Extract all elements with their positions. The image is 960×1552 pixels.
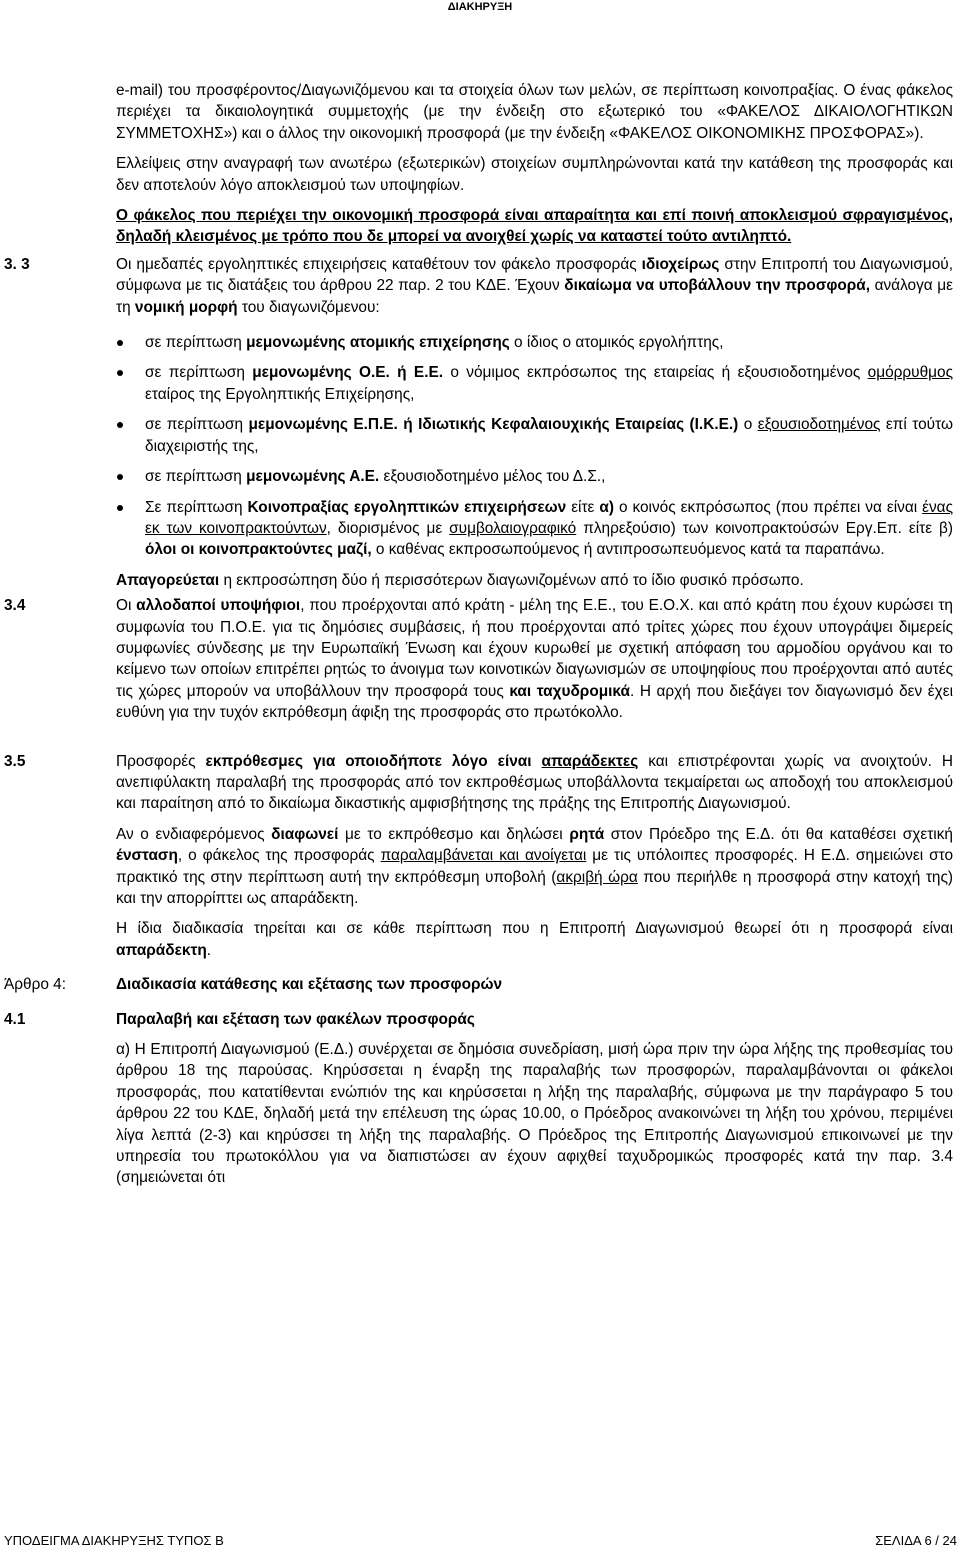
footer-document-title: ΥΠΟΔΕΙΓΜΑ ΔΙΑΚΗΡΥΞΗΣ ΤΥΠΟΣ Β: [4, 1533, 224, 1548]
section-3-2-continued: [0, 80, 953, 248]
section-number: 4.1: [4, 1010, 26, 1028]
page-footer: [4, 1533, 957, 1549]
section-number: 3.5: [4, 752, 26, 770]
article-title: Διαδικασία κατάθεσης και εξέτασης των προσφορών: [116, 976, 503, 994]
section-3-4: [0, 595, 953, 723]
paragraph: α) Η Επιτροπή Διαγωνισμού (Ε.Δ.) συνέρχεται σε δημόσια συνεδρίαση, μισή ώρα πριν την ώρα λήξης της προθεσμίας του άρθρου 18 της παρούσας. Κηρύσσεται η έναρξη της παραλαβής των προσφορών, παραλαμβάνονται οι φάκελοι προσφοράς, που κατατίθενται ενώπιόν της και κηρύσσεται η λήξη της παραλαβής, σύμφωνα με την παράγραφο 5 του άρθρου 22 του ΚΔΕ, δηλαδή μετά την επέλευση της ώρας 10.00, ο Πρόεδρος ανακοινώνει τη λήξη του χρόνου, περιμένει λίγα λεπτά (2-3) και κηρύσσει τη λήξη της παραλαβής. Ο Πρόεδρος της Επιτροπής Διαγωνισμού επικοινωνεί με την υπηρεσία του πρωτοκόλλου για να διαπιστώσει αν έχουν αφιχθεί ταχυδρομικώς προσφορές κατά την παρ. 3.4 (σημειώνεται ότι: [116, 1041, 953, 1187]
section-3-5: [0, 751, 953, 962]
section-title: Παραλαβή και εξέταση των φακέλων προσφοράς: [116, 1010, 475, 1028]
page-header: ΔΙΑΚΗΡΥΞΗ: [447, 1, 513, 13]
article-4-heading: [0, 974, 953, 995]
paragraph: Αν ο ενδιαφερόμενος διαφωνεί με το εκπρόθεσμο και δηλώσει ρητά στον Πρόεδρο της Ε.Δ. ότι θα καταθέσει σχετική ένσταση, ο φάκελος της προσφοράς παραλαμβάνεται και ανοίγεται με τις υπόλοιπες προσφορές. Η Ε.Δ. σημειώνει στο πρακτικό της στην περίπτωση αυτή την εκπρόθεσμη υποβολή (ακριβή ώρα που περιήλθε η προσφορά στην κατοχή της) και την απορρίπτει ως απαράδεκτη.: [116, 825, 954, 907]
section-4-1: [0, 1009, 953, 1189]
list-item: σε περίπτωση μεμονωμένης Ε.Π.Ε. ή Ιδιωτικής Κεφαλαιουχικής Εταιρείας (Ι.Κ.Ε.) ο εξουσιοδοτημένος επί τούτω διαχειριστής της,: [116, 414, 953, 457]
paragraph: Η ίδια διαδικασία τηρείται και σε κάθε περίπτωση που η Επιτροπή Διαγωνισμού θεωρεί ότι η προσφορά είναι απαράδεκτη.: [116, 920, 953, 959]
paragraph: Οι αλλοδαποί υποψήφιοι, που προέρχονται από κράτη - μέλη της Ε.Ε., του Ε.Ο.Χ. και από κράτη που έχουν κυρώσει τη συμφωνία του Π.Ο.Ε. για τις δημόσιες συμβάσεις, ή που προέρχονται από τρίτες χώρες που έχουν υπογράψει διμερείς συμφωνίες σύνδεσης με την Ευρωπαϊκή Ένωση και έχουν κυρωθεί με σχετική απόφαση του αρμοδίου οργάνου και το κείμενο των οποίων επιτρέπει ρητώς το άνοιγμα των κοινοτικών διαγωνισμών σε υποψηφίους που προέρχονται από αυτές τις χώρες μπορούν να υποβάλλουν την προσφορά τους και ταχυδρομικά. Η αρχή που διεξάγει τον διαγωνισμό δεν έχει ευθύνη για την τυχόν εκπρόθεσμη άφιξη της προσφοράς στο πρωτόκολλο.: [116, 597, 954, 722]
list-item: σε περίπτωση μεμονωμένης Ο.Ε. ή Ε.Ε. ο νόμιμος εκπρόσωπος της εταιρείας ή εξουσιοδοτημένος ομόρρυθμος εταίρος της Εργοληπτικής Επιχείρησης,: [116, 362, 953, 405]
list-item: σε περίπτωση μεμονωμένης ατομικής επιχείρησης ο ίδιος ο ατομικός εργολήπτης,: [116, 332, 953, 353]
document-body: [0, 80, 960, 1189]
paragraph: Προσφορές εκπρόθεσμες για οποιοδήποτε λόγο είναι απαράδεκτες και επιστρέφονται χωρίς να ανοιχτούν. Η ανεπιφύλακτη παραλαβή της προσφοράς από τον εκπροθέσμως υποβάλλοντα τεκμαίρεται ως αποδοχή του αποκλεισμού και παραίτηση από το δικαίωμα δικαστικής αμφισβήτησης της πράξης της Επιτροπής Διαγωνισμού.: [116, 752, 953, 813]
paragraph: e-mail) του προσφέροντος/Διαγωνιζόμενου και τα στοιχεία όλων των μελών, σε περίπτωση κοινοπραξίας. Ο ένας φάκελος περιέχει τα δικαιολογητικά συμμετοχής (με την ένδειξη στο εξωτερικό του «ΦΑΚΕΛΟΣ ΔΙΚΑΙΟΛΟΓΗΤΙΚΩΝ ΣΥΜΜΕΤΟΧΗΣ») και ο άλλος την οικονομική προσφορά (με την ένδειξη «ΦΑΚΕΛΟΣ ΟΙΚΟΝΟΜΙΚΗΣ ΠΡΟΣΦΟΡΑΣ»).: [116, 82, 953, 142]
section-3-3: [0, 254, 953, 591]
list-item: σε περίπτωση μεμονωμένης Α.Ε. εξουσιοδοτημένο μέλος του Δ.Σ.,: [116, 466, 953, 487]
section-number: 3.4: [4, 597, 26, 615]
paragraph: Απαγορεύεται η εκπροσώπηση δύο ή περισσότερων διαγωνιζομένων από το ίδιο φυσικό πρόσωπο.: [116, 571, 804, 589]
paragraph: Οι ημεδαπές εργοληπτικές επιχειρήσεις καταθέτουν τον φάκελο προσφοράς ιδιοχείρως στην Επιτροπή του Διαγωνισμού, σύμφωνα με τις διατάξεις του άρθρου 22 παρ. 2 του ΚΔΕ. Έχουν δικαίωμα να υποβάλλουν την προσφορά, ανάλογα με τη νομική μορφή του διαγωνιζόμενου:: [116, 255, 953, 316]
paragraph: Ελλείψεις στην αναγραφή των ανωτέρω (εξωτερικών) στοιχείων συμπληρώνονται κατά την κατάθεση της προσφοράς και δεν αποτελούν λόγο αποκλεισμού των υποψηφίων.: [116, 155, 953, 194]
section-number: 3. 3: [4, 255, 30, 273]
paragraph-bold-underlined: Ο φάκελος που περιέχει την οικονομική προσφορά είναι απαραίτητα και επί ποινή αποκλεισμού σφραγισμένος, δηλαδή κλεισμένος με τρόπο που δε μπορεί να ανοιχθεί χωρίς να καταστεί τούτο αντιληπτό.: [116, 207, 953, 246]
list-item: Σε περίπτωση Κοινοπραξίας εργοληπτικών επιχειρήσεων είτε α) ο κοινός εκπρόσωπος (που πρέπει να είναι ένας εκ των κοινοπρακτούντων, διορισμένος με συμβολαιογραφικό πληρεξούσιο) των κοινοπρακτούσών Εργ.Επ. είτε β) όλοι οι κοινοπρακτούντες μαζί, ο καθένας εκπροσωπούμενος ή αντιπροσωπευόμενος κατά τα παραπάνω.: [116, 497, 953, 561]
article-number: Άρθρο 4:: [4, 976, 67, 994]
footer-page-number: ΣΕΛΙΔΑ 6 / 24: [875, 1533, 957, 1548]
